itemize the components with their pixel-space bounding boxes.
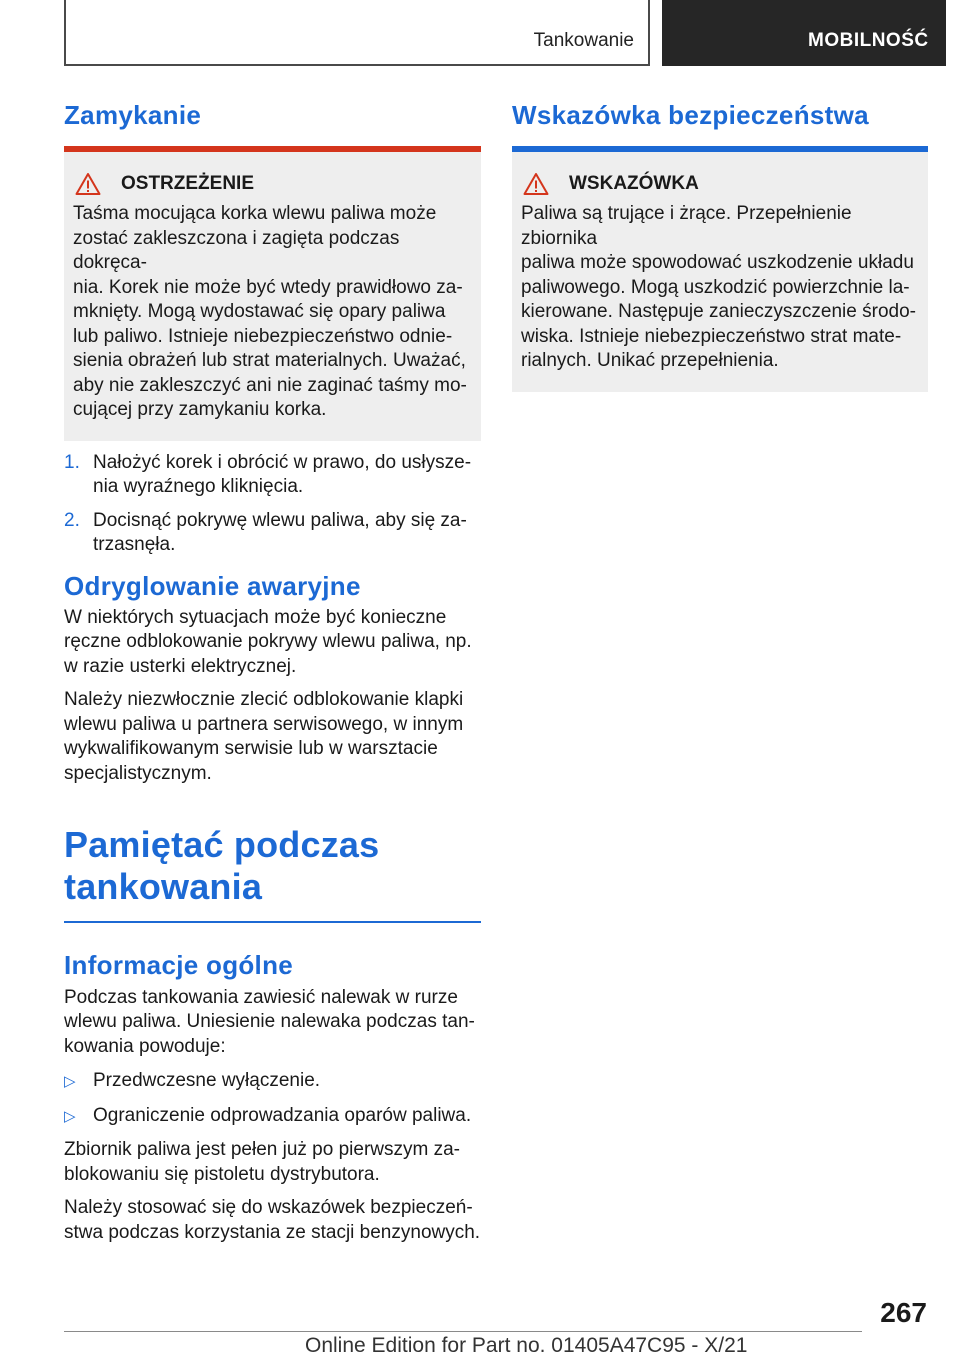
note-label: WSKAZÓWKA <box>569 173 699 195</box>
bullet-triangle-icon: ▷ <box>64 1107 76 1125</box>
step-item <box>64 509 481 558</box>
refuel-paragraph-3 <box>64 1196 481 1245</box>
refuel-bullet-list <box>64 1069 481 1129</box>
step-number: 2. <box>64 509 80 531</box>
bullet-triangle-icon: ▷ <box>64 1073 76 1091</box>
paragraph-line: wlewu paliwa u partnera serwisowego, w innym <box>64 713 464 735</box>
refuel-paragraph-2 <box>64 1138 481 1187</box>
note-line: paliwa może spowodować uszkodzenie układu <box>521 252 914 274</box>
warning-line: sienia obrażeń lub strat materialnych. Uważać, <box>73 350 466 372</box>
paragraph-line: w razie usterki elektrycznej. <box>64 655 297 677</box>
safety-note-heading: Wskazówka bezpieczeństwa <box>512 100 869 130</box>
warning-line: mknięty. Mogą wydostawać się opary paliwa <box>73 301 446 323</box>
page-number: 267 <box>880 1297 927 1328</box>
warning-triangle-icon <box>75 172 101 196</box>
right-column <box>512 100 928 392</box>
paragraph-line: Należy stosować się do wskazówek bezpieczeń- <box>64 1197 473 1219</box>
section-blue-rule <box>64 921 481 923</box>
paragraph-line: Zbiornik paliwa jest pełen już po pierwszym za- <box>64 1139 460 1161</box>
paragraph-line: Należy niezwłocznie zlecić odblokowanie klapki <box>64 689 464 711</box>
paragraph-line: Podczas tankowania zawiesić nalewak w rurze <box>64 986 458 1008</box>
header-section-box <box>64 0 650 66</box>
warning-line: zostać zakleszczona i zagięta podczas dokręca- <box>73 227 400 274</box>
note-title <box>523 172 922 196</box>
note-line: kierowane. Następuje zanieczyszczenie środo- <box>521 301 916 323</box>
left-column <box>64 100 481 1245</box>
step-line: Nałożyć korek i obrócić w prawo, do usłysze- <box>93 451 472 473</box>
closing-heading: Zamykanie <box>64 100 202 130</box>
warning-title <box>75 172 475 196</box>
refuel-heading-line: Pamiętać podczas <box>64 824 380 866</box>
paragraph-line: ręczne odblokowanie pokrywy wlewu paliwa, np. <box>64 631 472 653</box>
warning-line: aby nie zakleszczyć ani nie zaginać taśmy mo- <box>73 374 467 396</box>
general-info-heading: Informacje ogólne <box>64 950 294 981</box>
emergency-release-heading: Odryglowanie awaryjne <box>64 570 361 601</box>
bullet-text: Przedwczesne wyłączenie. <box>93 1070 321 1092</box>
header-section-title: Tankowanie <box>533 30 634 51</box>
footer-rule <box>64 1331 862 1332</box>
refuel-section-heading <box>64 824 481 908</box>
note-line: Paliwa są trujące i żrące. Przepełnienie zbiornika <box>521 203 852 249</box>
header-chapter-tab <box>662 0 946 66</box>
footer-edition: Online Edition for Part no. 01405A47C95 - X/21 <box>305 1334 748 1357</box>
warning-line: cującej przy zamykaniu korka. <box>73 399 327 421</box>
note-line: paliwowego. Mogą uszkodzić powierzchnie la- <box>521 276 910 298</box>
bullet-text: Ograniczenie odprowadzania oparów paliwa. <box>93 1104 472 1126</box>
emergency-paragraph-2 <box>64 688 481 786</box>
header-chapter-label: MOBILNOŚĆ <box>808 30 929 51</box>
warning-label: OSTRZEŻENIE <box>121 173 255 195</box>
paragraph-line: blokowaniu się pistoletu dystrybutora. <box>64 1163 380 1185</box>
paragraph-line: wlewu paliwa. Uniesienie nalewaka podczas tan- <box>64 1011 475 1033</box>
refuel-heading-line: tankowania <box>64 866 263 908</box>
paragraph-line: wykwalifikowanym serwisie lub w warsztacie <box>64 738 438 760</box>
warning-line: Taśma mocująca korka wlewu paliwa może <box>73 203 437 225</box>
warning-box <box>64 152 481 441</box>
step-line: nia wyraźnego kliknięcia. <box>93 476 304 498</box>
bullet-item <box>64 1104 481 1130</box>
step-item <box>64 451 481 500</box>
warning-line: lub paliwo. Istnieje niebezpieczeństwo odnie- <box>73 325 453 347</box>
paragraph-line: specjalistycznym. <box>64 762 212 784</box>
refuel-paragraph-1 <box>64 986 481 1060</box>
note-text <box>521 202 922 374</box>
emergency-paragraph-1 <box>64 606 481 680</box>
step-line: trzasnęła. <box>93 534 176 556</box>
paragraph-line: W niektórych sytuacjach może być konieczne <box>64 606 447 628</box>
paragraph-line: stwa podczas korzystania ze stacji benzynowych. <box>64 1221 481 1243</box>
warning-triangle-icon <box>523 172 549 196</box>
step-number: 1. <box>64 451 80 473</box>
step-line: Docisnąć pokrywę wlewu paliwa, aby się za- <box>93 509 467 531</box>
warning-line: nia. Korek nie może być wtedy prawidłowo za- <box>73 276 463 298</box>
note-line: wiska. Istnieje niebezpieczeństwo strat mate- <box>521 325 902 347</box>
closing-steps-list <box>64 451 481 558</box>
paragraph-line: kowania powoduje: <box>64 1035 226 1057</box>
warning-text <box>73 202 475 423</box>
note-box <box>512 152 928 392</box>
bullet-item <box>64 1069 481 1095</box>
note-line: rialnych. Unikać przepełnienia. <box>521 350 779 372</box>
